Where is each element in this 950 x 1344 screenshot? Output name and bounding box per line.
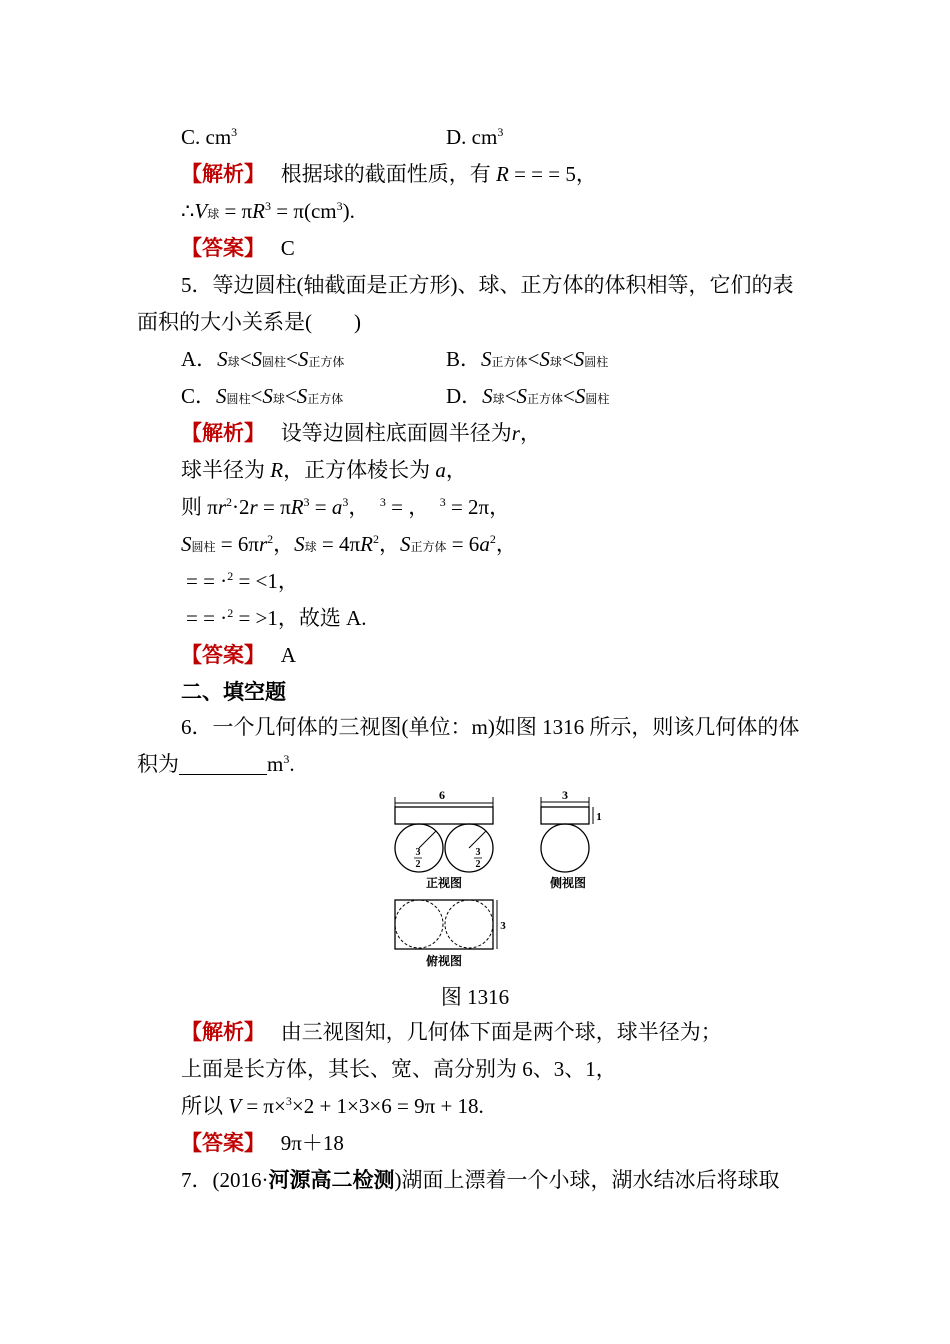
figure-caption: 图 1316 [440, 985, 510, 1009]
q6-solution-line3: 所以 V = π×$^3$×2 + 1×3×6 = 9π + 18. [181, 1094, 484, 1118]
front-view [395, 788, 493, 890]
top-box [395, 900, 493, 949]
q5-solution-line2: 球半径为 R，正方体棱长为 a， [181, 458, 467, 482]
solution-label: 【解析】 [181, 162, 265, 186]
front-view-label: 正视图 [425, 876, 463, 890]
q5-solution-line6: = = ·$^2$ = >1，故选 A. [186, 606, 367, 630]
radius-line-right [469, 831, 486, 848]
three-view-figure [380, 785, 610, 975]
side-sphere [541, 824, 589, 872]
top-view-label: 俯视图 [425, 954, 463, 968]
q6-answer: 【答案】 9π＋18 [181, 1131, 344, 1155]
solution-label: 【解析】 [181, 421, 265, 445]
q5-solution-line4: S圆柱 = $6\pi r^2$，S球 = $4\pi R^2$，S正方体 = $6a^2$， [181, 532, 517, 556]
q4-solution-line1: 【解析】 根据球的截面性质，有 R = = = 5， [181, 162, 597, 186]
q4-option-d: D. $cm^3$ [446, 125, 504, 149]
dim-label-6: 6 [439, 788, 445, 802]
svg-text:3: 3 [415, 847, 421, 858]
q5-option-c: C．S圆柱<S球<S正方体 [181, 384, 344, 408]
svg-text:2: 2 [475, 859, 481, 870]
q6-solution-line2: 上面是长方体，其长、宽、高分别为 6、3、1， [181, 1057, 617, 1081]
top-sphere-right [445, 900, 493, 948]
q6-solution-line1: 【解析】 由三视图知，几何体下面是两个球，球半径为； [181, 1020, 722, 1044]
svg-text:2: 2 [415, 859, 421, 870]
q4-solution-line2: ∴V球 = $\pi R^3 = \pi(cm^3)$. [181, 199, 355, 223]
radius-line-left [419, 831, 436, 848]
q5-stem-line2: 面积的大小关系是( ) [137, 310, 361, 334]
q4-answer: 【答案】 C [181, 236, 295, 260]
front-box [395, 807, 493, 824]
answer-label: 【答案】 [181, 643, 265, 667]
answer-label: 【答案】 [181, 236, 265, 260]
q5-solution-line1: 【解析】 设等边圆柱底面圆半径为r， [181, 421, 541, 445]
side-view-label: 侧视图 [549, 876, 587, 890]
dim-label-3-side: 3 [500, 920, 506, 932]
q5-option-a: A．S球<S圆柱<S正方体 [181, 347, 345, 371]
answer-blank [179, 754, 267, 775]
q5-solution-line3: 则 $\pi r^2\cdot 2r = \pi R^3 = a^3$， $^3$ = ， $^3$ = 2π， [181, 495, 511, 519]
side-box [541, 807, 589, 824]
q6-stem-line2: 积为 $m^3$. [137, 752, 295, 776]
q4-option-c: C. $cm^3$ [181, 125, 238, 149]
top-sphere-left [395, 900, 443, 948]
q5-option-b: B．S正方体<S球<S圆柱 [446, 347, 609, 371]
q6-stem-line1: 6．一个几何体的三视图(单位：m)如图 1316 所示，则该几何体的体 [181, 715, 800, 739]
dim-label-3: 3 [562, 788, 568, 802]
svg-text:3: 3 [475, 847, 481, 858]
q5-solution-line5: = = ·$^2$ = <1， [186, 569, 299, 593]
top-view [395, 900, 506, 968]
q5-answer: 【答案】 A [181, 643, 296, 667]
answer-label: 【答案】 [181, 1131, 265, 1155]
side-view [541, 788, 602, 890]
solution-label: 【解析】 [181, 1020, 265, 1044]
q5-option-d: D．S球<S正方体<S圆柱 [446, 384, 610, 408]
q5-stem-line1: 5．等边圆柱(轴截面是正方形)、球、正方体的体积相等，它们的表 [181, 273, 794, 297]
q7-stem-line1: 7．(2016·河源高二检测)湖面上漂着一个小球，湖水结冰后将球取 [181, 1168, 780, 1192]
section-heading: 二、填空题 [181, 680, 286, 704]
dim-label-1: 1 [596, 811, 602, 823]
